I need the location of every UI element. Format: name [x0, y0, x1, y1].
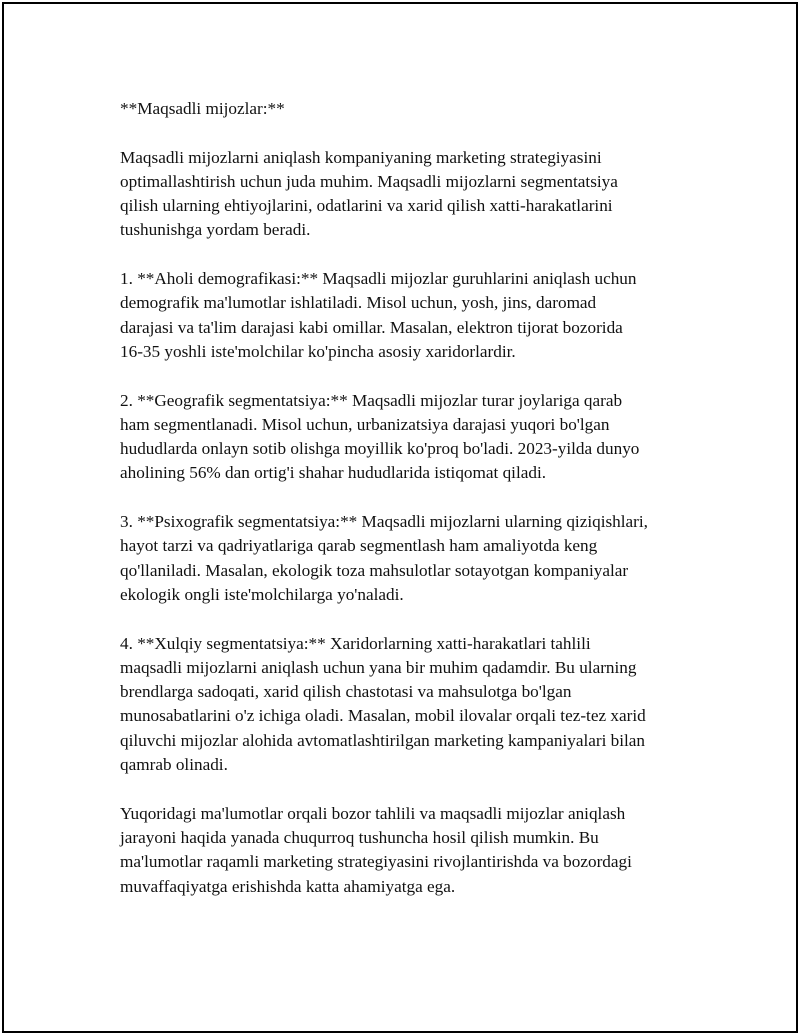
paragraph-intro [120, 146, 700, 243]
paragraph-behavioral [120, 632, 700, 778]
text-line: Maqsadli mijozlarni aniqlash kompaniyaning marketing strategiyasini [120, 147, 602, 167]
paragraph-geographic [120, 389, 700, 486]
text-line: Yuqoridagi ma'lumotlar orqali bozor tahlili va maqsadli mijozlar aniqlash [120, 803, 626, 823]
text-line: 2. **Geografik segmentatsiya:** Maqsadli mijozlar turar joylariga qarab [120, 390, 623, 410]
text-line: munosabatlarini o'z ichiga oladi. Masalan, mobil ilovalar orqali tez-tez xarid [120, 706, 646, 726]
document-page [2, 2, 798, 1033]
heading-text: **Maqsadli mijozlar:** [120, 99, 285, 118]
text-line: qilish ularning ehtiyojlarini, odatlarini va xarid qilish xatti-harakatlarini [120, 196, 613, 216]
text-line: aholining 56% dan ortig'i shahar hududlarida istiqomat qiladi. [120, 463, 547, 483]
text-line: brendlarga sadoqati, xarid qilish chastotasi va mahsulotga bo'lgan [120, 682, 572, 702]
text-line: optimallashtirish uchun juda muhim. Maqsadli mijozlarni segmentatsiya [120, 171, 618, 191]
text-line: tushunishga yordam beradi. [120, 220, 311, 240]
text-line: qamrab olinadi. [120, 755, 228, 775]
document-body [120, 97, 700, 899]
text-line: ham segmentlanadi. Misol uchun, urbanizatsiya darajasi yuqori bo'lgan [120, 414, 610, 434]
text-line: 1. **Aholi demografikasi:** Maqsadli mijozlar guruhlarini aniqlash uchun [120, 269, 637, 289]
text-line: 16-35 yoshli iste'molchilar ko'pincha asosiy xaridorlardir. [120, 341, 516, 361]
text-line: jarayoni haqida yanada chuqurroq tushuncha hosil qilish mumkin. Bu [120, 827, 599, 847]
text-line: muvaffaqiyatga erishishda katta ahamiyatga ega. [120, 876, 456, 896]
document-heading [120, 97, 700, 121]
paragraph-conclusion [120, 802, 700, 899]
text-line: qo'llaniladi. Masalan, ekologik toza mahsulotlar sotayotgan kompaniyalar [120, 560, 629, 580]
paragraph-psychographic [120, 510, 700, 607]
text-line: demografik ma'lumotlar ishlatiladi. Misol uchun, yosh, jins, daromad [120, 293, 597, 313]
text-line: qiluvchi mijozlar alohida avtomatlashtirilgan marketing kampaniyalari bilan [120, 730, 646, 750]
text-line: darajasi va ta'lim darajasi kabi omillar. Masalan, elektron tijorat bozorida [120, 317, 623, 337]
text-line: hududlarda onlayn sotib olishga moyillik ko'proq bo'ladi. 2023-yilda dunyo [120, 439, 640, 459]
text-line: 4. **Xulqiy segmentatsiya:** Xaridorlarning xatti-harakatlari tahlili [120, 633, 591, 653]
text-line: ekologik ongli iste'molchilarga yo'naladi. [120, 584, 404, 604]
text-line: ma'lumotlar raqamli marketing strategiyasini rivojlantirishda va bozordagi [120, 852, 632, 872]
text-line: 3. **Psixografik segmentatsiya:** Maqsadli mijozlarni ularning qiziqishlari, [120, 512, 648, 532]
text-line: hayot tarzi va qadriyatlariga qarab segmentlash ham amaliyotda keng [120, 536, 598, 556]
text-line: maqsadli mijozlarni aniqlash uchun yana bir muhim qadamdir. Bu ularning [120, 657, 637, 677]
paragraph-demographics [120, 267, 700, 364]
